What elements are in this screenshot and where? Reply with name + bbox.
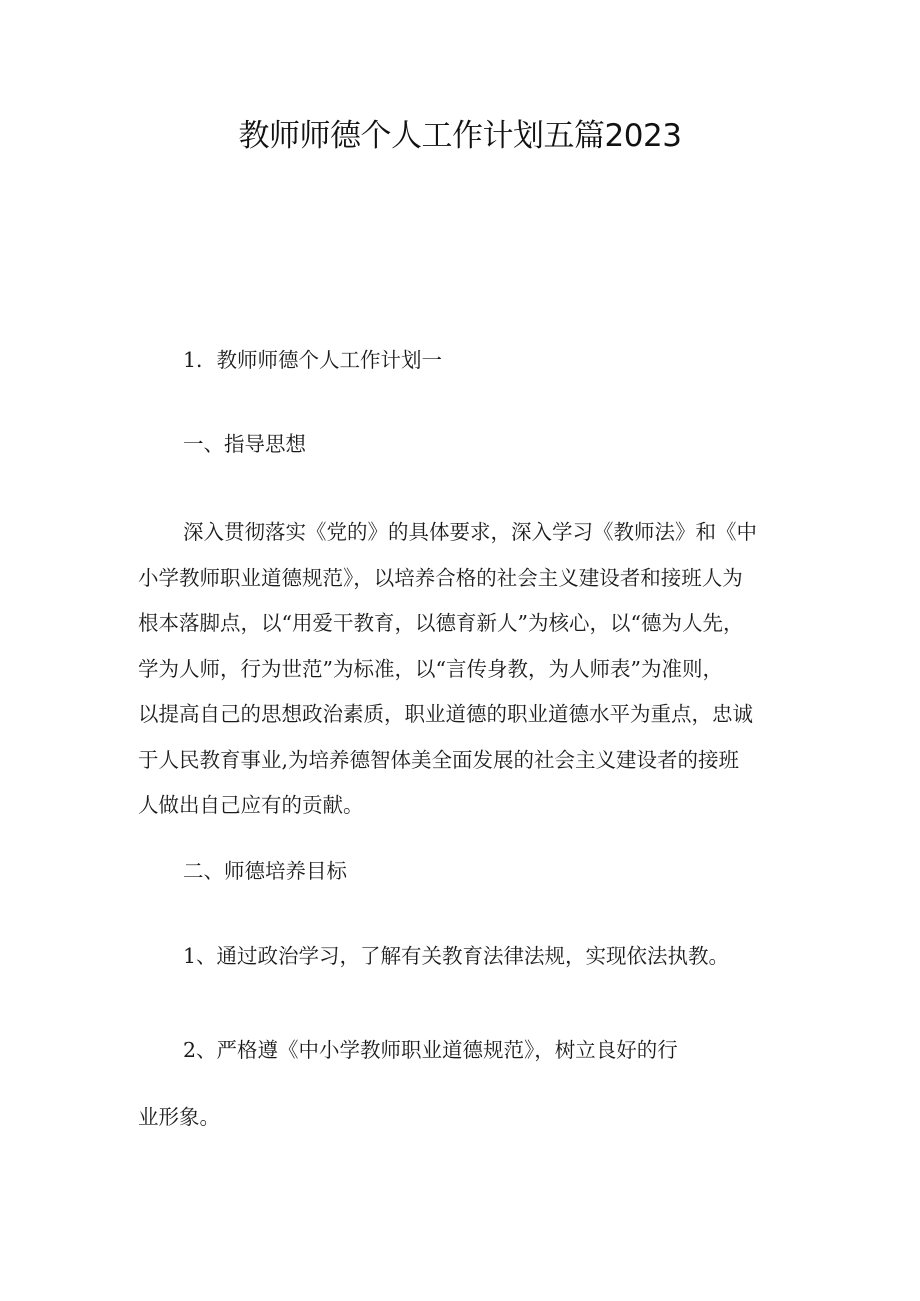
paragraph-line: 根本落脚点，以“用爱干教育，以德育新人”为核心，以“德为人先，: [138, 611, 744, 635]
part1-paragraph: [138, 510, 788, 829]
paragraph-line: 深入贯彻落实《党的》的具体要求，深入学习《教师法》和《中: [183, 520, 757, 544]
part2-heading: 二、师德培养目标: [183, 859, 347, 883]
section-heading: 1．教师师德个人工作计划一: [183, 348, 443, 372]
goal-item-2: 2、严格遵《中小学教师职业道德规范》，树立良好的行: [183, 1038, 678, 1062]
paragraph-line: 小学教师职业道德规范》，以培养合格的社会主义建设者和接班人为: [138, 565, 743, 590]
paragraph-line: 于人民教育事业,为培养德智体美全面发展的社会主义建设者的接班: [138, 747, 740, 772]
goal-item-2-continuation: 业形象。: [138, 1105, 220, 1129]
part1-heading: 一、指导思想: [183, 432, 306, 456]
paragraph-line: 学为人师，行为世范”为标准，以“言传身教，为人师表”为准则，: [138, 656, 723, 681]
paragraph-line: 人做出自己应有的贡献。: [138, 793, 364, 817]
document-title: 教师师德个人工作计划五篇2023: [238, 118, 682, 154]
goal-item-1: 1、通过政治学习，了解有关教育法律法规，实现依法执教。: [183, 944, 730, 968]
paragraph-line: 以提高自己的思想政治素质，职业道德的职业道德水平为重点，忠诚: [138, 702, 753, 726]
